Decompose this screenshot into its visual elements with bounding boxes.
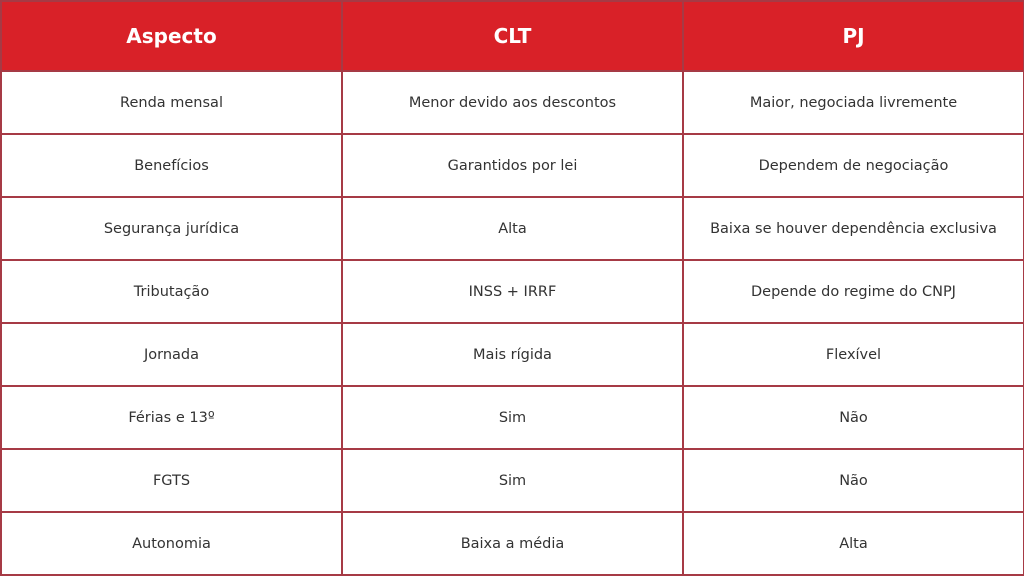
header-aspecto: Aspecto (1, 1, 342, 71)
aspecto-cell: Jornada (1, 323, 342, 386)
table-row (1, 260, 1024, 323)
header-row (1, 1, 1024, 71)
pj-cell: Não (683, 449, 1024, 512)
table-row (1, 134, 1024, 197)
header-clt: CLT (342, 1, 683, 71)
aspecto-cell: Renda mensal (1, 71, 342, 134)
table-row (1, 386, 1024, 449)
aspecto-cell: Segurança jurídica (1, 197, 342, 260)
table-row (1, 449, 1024, 512)
aspecto-cell: Benefícios (1, 134, 342, 197)
clt-cell: Alta (342, 197, 683, 260)
pj-cell: Alta (683, 512, 1024, 575)
pj-cell: Baixa se houver dependência exclusiva (683, 197, 1024, 260)
pj-cell: Maior, negociada livremente (683, 71, 1024, 134)
table-row (1, 323, 1024, 386)
pj-cell: Flexível (683, 323, 1024, 386)
pj-cell: Não (683, 386, 1024, 449)
aspecto-cell: Férias e 13º (1, 386, 342, 449)
pj-cell: Depende do regime do CNPJ (683, 260, 1024, 323)
table-row (1, 71, 1024, 134)
clt-cell: Garantidos por lei (342, 134, 683, 197)
clt-cell: Sim (342, 386, 683, 449)
clt-cell: Baixa a média (342, 512, 683, 575)
aspecto-cell: Tributação (1, 260, 342, 323)
aspecto-cell: FGTS (1, 449, 342, 512)
table-row (1, 512, 1024, 575)
table-row (1, 197, 1024, 260)
clt-cell: Sim (342, 449, 683, 512)
header-pj: PJ (683, 1, 1024, 71)
clt-cell: INSS + IRRF (342, 260, 683, 323)
aspecto-cell: Autonomia (1, 512, 342, 575)
pj-cell: Dependem de negociação (683, 134, 1024, 197)
clt-cell: Mais rígida (342, 323, 683, 386)
clt-cell: Menor devido aos descontos (342, 71, 683, 134)
